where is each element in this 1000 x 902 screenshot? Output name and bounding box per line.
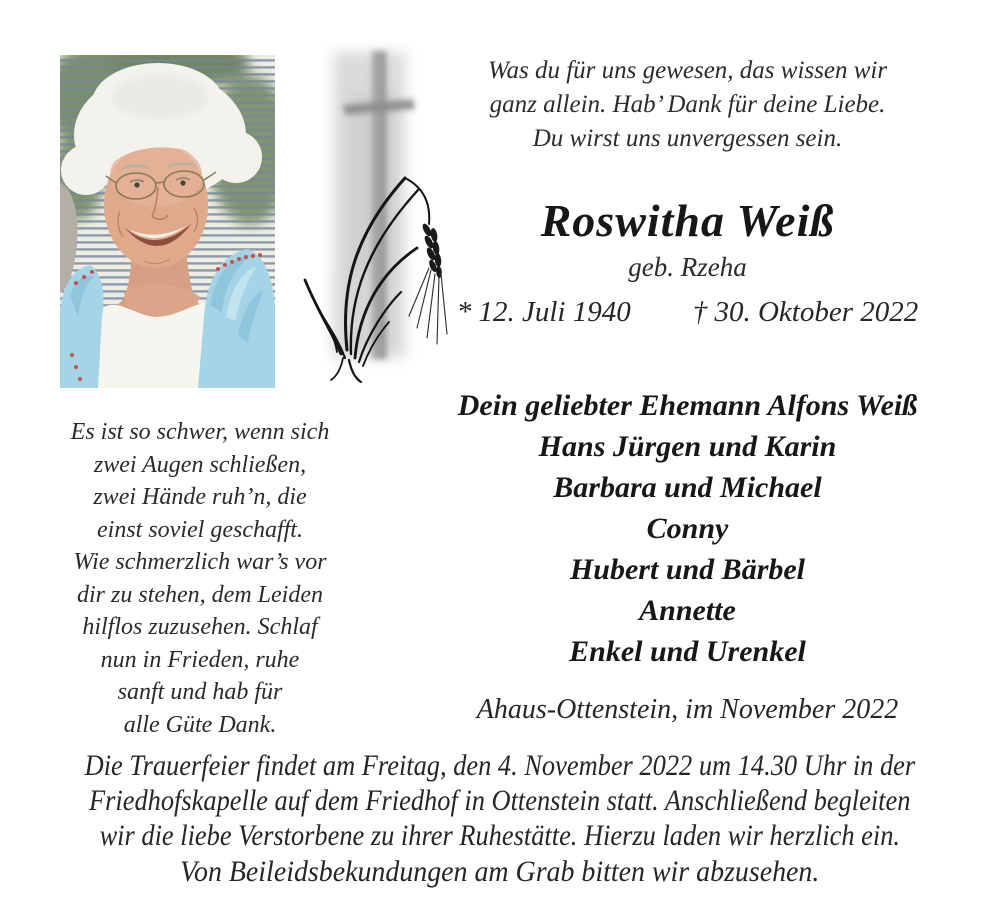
portrait-photo [60, 55, 275, 388]
maiden-name: geb. Rzeha [628, 252, 747, 282]
poem-line: alle Güte Dank. [123, 711, 277, 738]
death-date: † 30. Oktober 2022 [692, 296, 919, 328]
poem-line: Wie schmerzlich war’s vor [73, 549, 327, 575]
poem-line: hilflos zuzusehen. Schlaf [82, 614, 318, 640]
poem-line: zwei Hände ruh’n, die [93, 484, 307, 510]
funeral-line: wir die liebe Verstorbene zu ihrer Ruhestätte. Hierzu laden wir herzlich ein. [99, 819, 901, 852]
mourner-line: Annette [639, 594, 736, 627]
mourner-line: Conny [646, 512, 729, 545]
poem-line: sanft und hab für [117, 679, 283, 705]
mourner-line: Enkel und Urenkel [569, 635, 806, 668]
poem-line: Es ist so schwer, wenn sich [70, 419, 330, 445]
mourner-line: Barbara und Michael [553, 471, 822, 504]
mourner-line: Dein geliebter Ehemann Alfons Weiß [457, 389, 918, 422]
place-date-line: Ahaus-Ottenstein, im November 2022 [476, 694, 899, 725]
funeral-announcement [0, 748, 1000, 853]
poem-line: einst soviel geschafft. [97, 516, 303, 543]
funeral-line: Die Trauerfeier findet am Freitag, den 4. November 2022 um 14.30 Uhr in der [84, 749, 916, 782]
poem-line: nun in Frieden, ruhe [100, 646, 300, 673]
epigraph-line: ganz allein. Hab’ Dank für deine Liebe. [489, 91, 886, 118]
condolence-note: Von Beileidsbekundungen am Grab bitten wir abzusehen. [180, 855, 820, 888]
poem-line: zwei Augen schließen, [93, 451, 307, 478]
funeral-line: Friedhofskapelle auf dem Friedhof in Ottenstein statt. Anschließend begleiten [89, 784, 911, 817]
mourner-line: Hans Jürgen und Karin [538, 430, 837, 463]
deceased-name: Roswitha Weiß [540, 195, 835, 246]
epigraph [435, 54, 940, 156]
mourner-line: Hubert und Bärbel [569, 553, 806, 586]
epigraph-line: Du wirst uns unvergessen sein. [532, 125, 843, 152]
life-dates [435, 296, 940, 329]
birth-date: * 12. Juli 1940 [456, 296, 631, 328]
mourners-list [435, 385, 940, 672]
epigraph-line: Was du für uns gewesen, das wissen wir [487, 57, 888, 84]
poem-line: dir zu stehen, dem Leiden [77, 581, 323, 608]
memorial-poem [45, 416, 355, 741]
